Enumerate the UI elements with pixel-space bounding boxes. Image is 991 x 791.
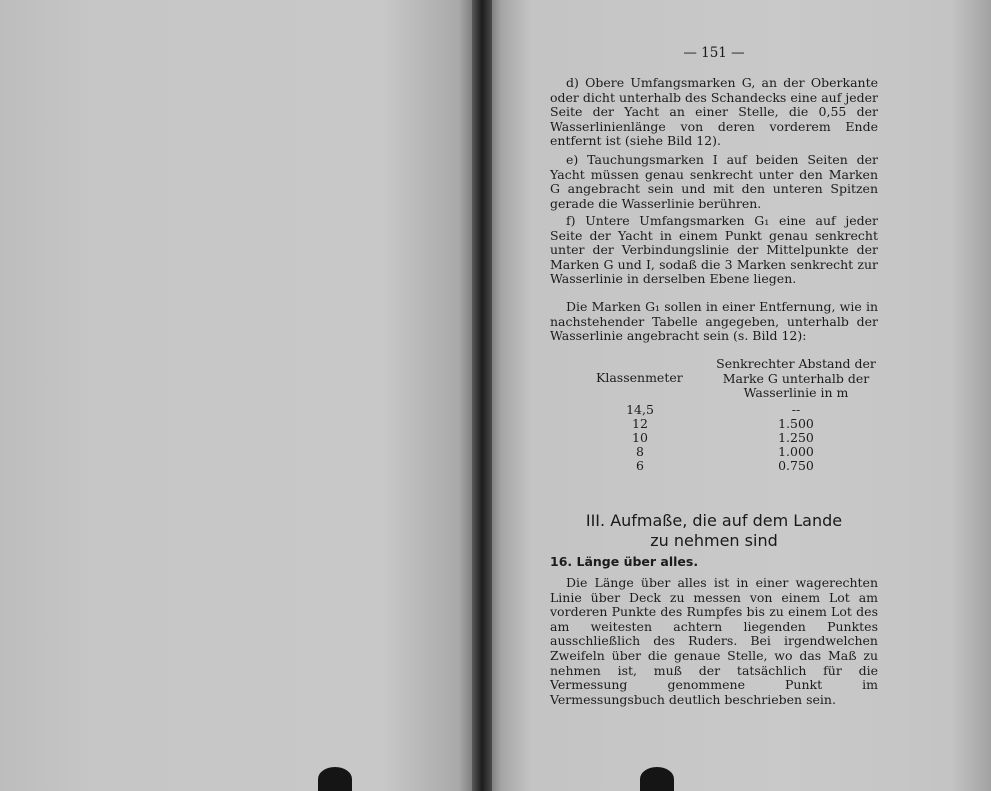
section-heading-line2: zu nehmen sind — [650, 531, 778, 550]
table-row — [550, 445, 878, 459]
table-cell-abstand: -- — [791, 402, 801, 417]
left-page — [0, 0, 478, 791]
table-header-klassenmeter: Klassenmeter — [596, 370, 683, 385]
paragraph-d: d) Obere Umfangsmarken G, an der Oberkante oder dicht unterhalb des Schandecks eine auf jeder Seite der Yacht an einer Stelle, die 0,55 der Wasserlinienlänge von deren vorderem Ende entfernt ist (siehe Bild 12). — [550, 75, 878, 149]
table-row — [550, 431, 878, 445]
table-header-abstand-line3: Wasserlinie in m — [743, 385, 849, 400]
subsection-title: 16. Länge über alles. — [550, 554, 699, 569]
page-number: — 151 — — [683, 45, 745, 61]
table-cell-abstand: 0.750 — [778, 458, 814, 473]
paragraph-marks: Die Marken G₁ sollen in einer Entfernung, wie in nachstehender Tabelle angegeben, unterhalb der Wasserlinie angebracht sein (s. Bild 12): — [550, 299, 878, 344]
table-header-abstand — [716, 357, 876, 401]
table-cell-abstand: 1.500 — [778, 416, 814, 431]
subsection-text: Die Länge über alles ist in einer wagerechten Linie über Deck zu messen von einem Lot am vorderen Punkte des Rumpfes bis zu einem Lot des am weitesten achtern liegenden Punktes ausschließlich des Ruders. Bei irgendwelchen Zweifeln über die genaue Stelle, wo das Maß zu nehmen ist, muß der tatsächlich für die Vermessung genommene Punkt im Vermessungsbuch deutlich beschrieben sein. — [550, 575, 878, 707]
table-row — [550, 417, 878, 431]
table-cell-klasse: 12 — [632, 416, 648, 431]
binding-blot-left — [318, 767, 352, 791]
table-cell-klasse: 10 — [632, 430, 648, 445]
table-row — [550, 459, 878, 473]
paragraph-e: e) Tauchungsmarken I auf beiden Seiten der Yacht müssen genau senkrecht unter den Marken G angebracht sein und mit den unteren Spitzen gerade die Wasserlinie berühren. — [550, 152, 878, 211]
table-cell-klasse: 8 — [636, 444, 644, 459]
section-heading — [550, 511, 878, 551]
table-row — [550, 403, 878, 417]
section-heading-line1: III. Aufmaße, die auf dem Lande — [585, 511, 843, 530]
table-cell-klasse: 6 — [636, 458, 644, 473]
paragraph-f: f) Untere Umfangsmarken G₁ eine auf jeder Seite der Yacht in einem Punkt genau senkrecht unter der Verbindungslinie der Mittelpunkte der Marken G und I, sodaß die 3 Marken senkrecht zur Wasserlinie in derselben Ebene liegen. — [550, 213, 878, 287]
table-cell-abstand: 1.250 — [778, 430, 814, 445]
book-gutter — [472, 0, 492, 791]
table-header-abstand-line1: Senkrechter Abstand der — [716, 356, 876, 371]
binding-blot-right — [640, 767, 674, 791]
table-header-abstand-line2: Marke G unterhalb der — [722, 370, 870, 386]
table-cell-abstand: 1.000 — [778, 444, 814, 459]
table-cell-klasse: 14,5 — [626, 402, 654, 417]
